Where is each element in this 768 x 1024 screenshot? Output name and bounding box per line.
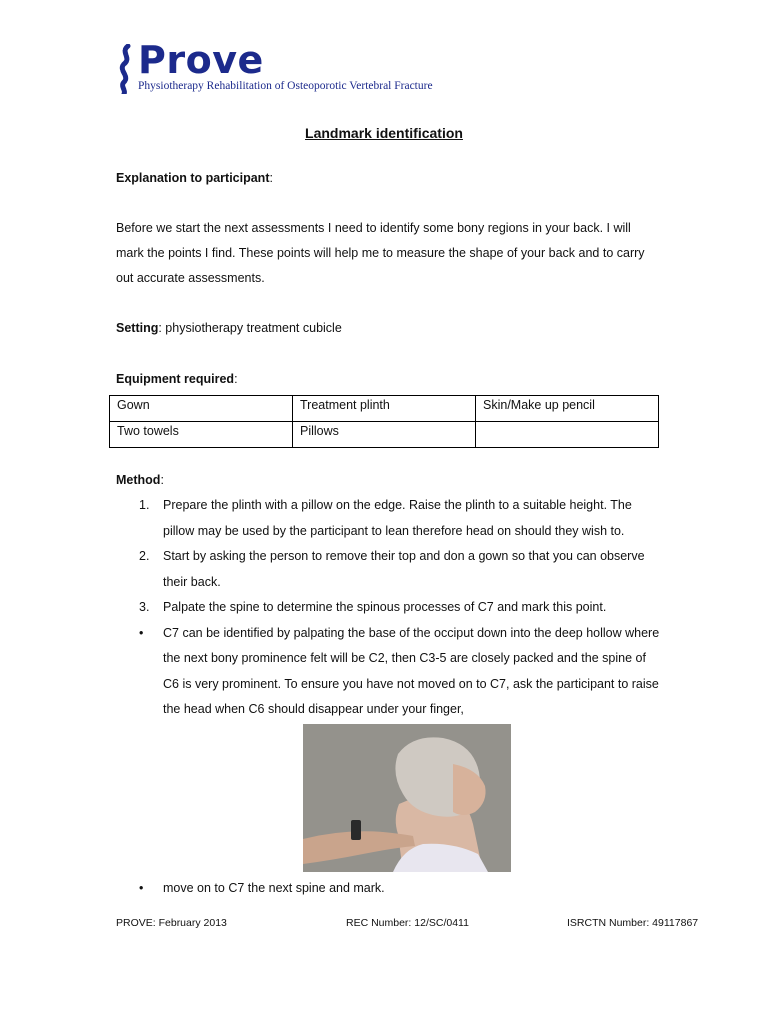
table-row bbox=[110, 396, 659, 422]
prove-logo bbox=[112, 38, 472, 98]
spine-logo-icon bbox=[116, 44, 136, 94]
neck-palpation-photo bbox=[303, 724, 511, 872]
table-cell: Two towels bbox=[110, 422, 293, 448]
equipment-heading bbox=[116, 367, 238, 392]
setting-label: Setting bbox=[116, 321, 159, 335]
list-item bbox=[116, 621, 663, 723]
list-item-text: Start by asking the person to remove their top and don a gown so that you can observe their back. bbox=[163, 549, 645, 589]
method-heading bbox=[116, 468, 164, 493]
list-marker: 1. bbox=[139, 498, 150, 512]
footer-center: REC Number: 12/SC/0411 bbox=[346, 917, 469, 929]
method-list bbox=[116, 493, 663, 723]
footer-left: PROVE: February 2013 bbox=[116, 917, 227, 929]
list-marker: 2. bbox=[139, 549, 150, 563]
table-cell: Gown bbox=[110, 396, 293, 422]
table-cell: Pillows bbox=[293, 422, 476, 448]
explanation-heading bbox=[116, 166, 273, 191]
list-item-text: Prepare the plinth with a pillow on the edge. Raise the plinth to a suitable height. The pillow may be used by the participant to lean therefore head on should they wish to. bbox=[163, 498, 632, 538]
method-colon: : bbox=[160, 473, 164, 487]
footer-right: ISRCTN Number: 49117867 bbox=[567, 917, 699, 929]
equipment-colon: : bbox=[234, 372, 238, 386]
table-row bbox=[110, 422, 659, 448]
table-cell bbox=[476, 422, 659, 448]
list-item-text: move on to C7 the next spine and mark. bbox=[163, 881, 385, 895]
table-cell: Treatment plinth bbox=[293, 396, 476, 422]
list-item-text: Palpate the spine to determine the spinous processes of C7 and mark this point. bbox=[163, 600, 607, 614]
logo-wordmark: Prove bbox=[138, 38, 264, 82]
explanation-label: Explanation to participant bbox=[116, 171, 270, 185]
list-item bbox=[116, 876, 663, 902]
page-title: Landmark identification bbox=[305, 125, 463, 141]
list-marker: • bbox=[139, 881, 144, 895]
list-marker: • bbox=[139, 625, 144, 640]
method-list-continued bbox=[116, 876, 663, 902]
setting-line bbox=[116, 316, 342, 341]
list-marker: 3. bbox=[139, 600, 150, 614]
method-label: Method bbox=[116, 473, 161, 487]
table-cell: Skin/Make up pencil bbox=[476, 396, 659, 422]
list-item-text: C7 can be identified by palpating the base of the occiput down into the deep hollow where the next bony prominence felt will be C2, then C3-5 are closely packed and the spine of C6 is very prominent. To ensure you have not moved on to C7, ask the participant to raise the head when C6 should disappear under your finger, bbox=[163, 625, 660, 716]
list-item bbox=[116, 595, 663, 621]
setting-text: : physiotherapy treatment cubicle bbox=[158, 321, 342, 335]
explanation-text: Before we start the next assessments I need to identify some bony regions in your back. I will mark the points I find. These points will help me to measure the shape of your back and to carry out accurate assessments. bbox=[116, 221, 645, 285]
list-item bbox=[116, 544, 663, 595]
explanation-colon: : bbox=[269, 171, 273, 185]
logo-subtitle: Physiotherapy Rehabilitation of Osteoporotic Vertebral Fracture bbox=[138, 80, 433, 92]
list-item bbox=[116, 493, 663, 544]
equipment-table bbox=[109, 395, 659, 448]
equipment-label: Equipment required bbox=[116, 372, 235, 386]
